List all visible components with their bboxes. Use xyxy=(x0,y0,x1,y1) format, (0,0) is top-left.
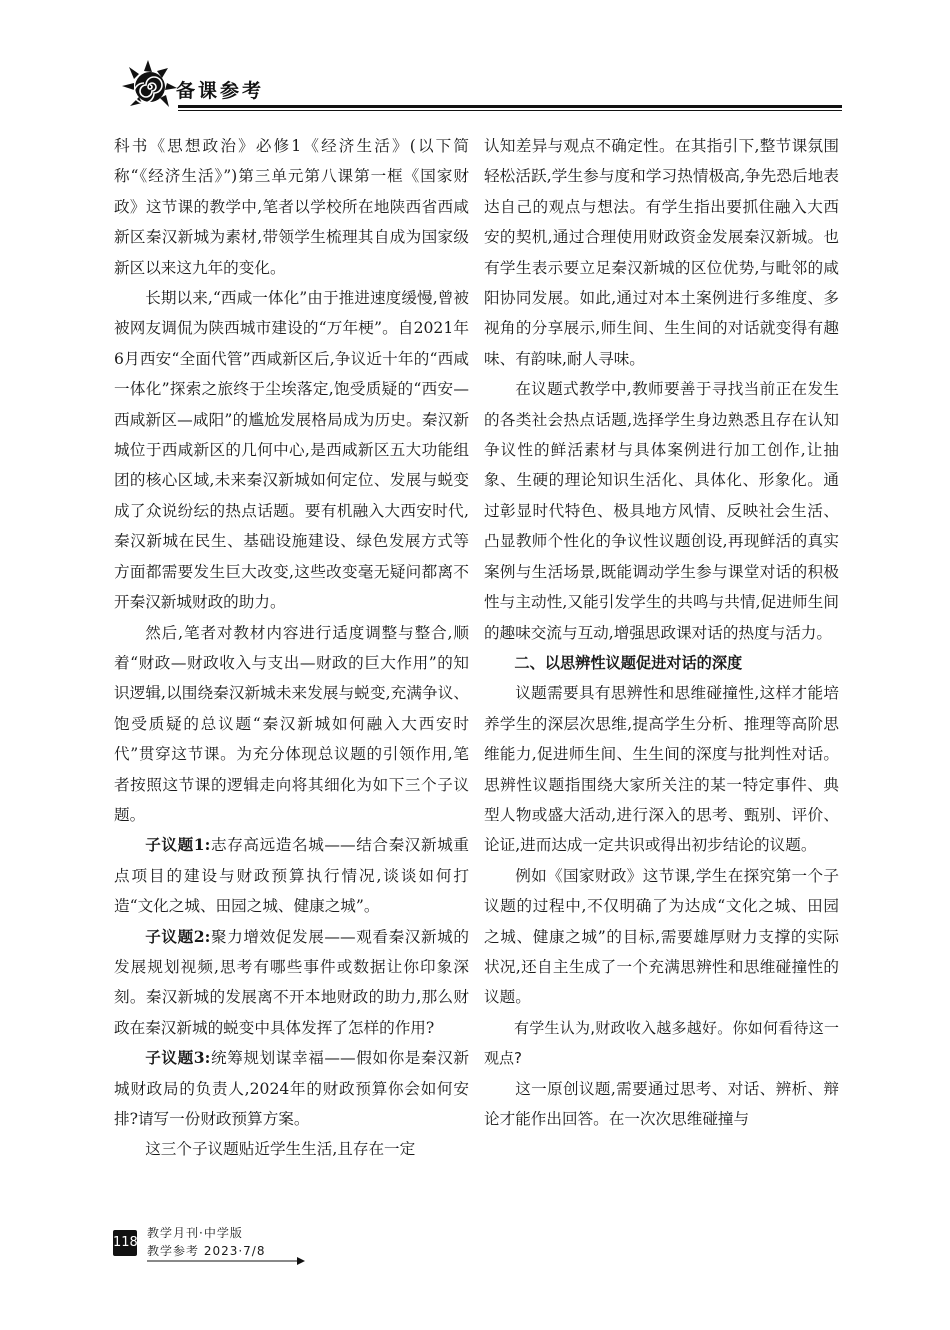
sub-topic-label: 子议题2: xyxy=(145,926,211,946)
body-paragraph: 认知差异与观点不确定性。在其指引下,整节课氛围轻松活跃,学生参与度和学习热情极高,争先恐后地表达自己的观点与想法。有学生指出要抓住融入大西安的契机,通过合理使用财政资金发展秦汉新城。也有学生表示要立足秦汉新城的区位优势,与毗邻的咸阳协同发展。如此,通过对本土案例进行多维度、多视角的分享展示,师生间、生生间的对话就变得有趣味、有韵味,耐人寻味。 xyxy=(484,137,839,368)
sub-topic-text: 聚力增效促发展——观看秦汉新城的发展规划视频,思考有哪些事件或数据让你印象深刻。秦汉新城的发展离不开本地财政的助力,那么财政在秦汉新城的蜕变中具体发挥了怎样的作用? xyxy=(114,927,469,1037)
body-paragraph: 这三个子议题贴近学生生活,且存在一定 xyxy=(145,1140,416,1159)
journal-name: 教学月刊·中学版 xyxy=(147,1226,243,1240)
arrow-icon xyxy=(147,1256,307,1266)
left-column xyxy=(114,131,469,1165)
header-rule xyxy=(122,102,842,114)
page-footer xyxy=(113,1222,313,1262)
sub-topic-paragraph xyxy=(114,922,469,1044)
sub-topic-text: 志存高远造名城——结合秦汉新城重点项目的建设与财政预算执行情况,谈谈如何打造“文化之城、田园之城、健康之城”。 xyxy=(114,836,469,916)
issue-label: 教学参考 2023·7/8 xyxy=(147,1244,266,1258)
page-header xyxy=(122,58,842,113)
sub-topic-text: 统筹规划谋幸福——假如你是秦汉新城财政局的负责人,2024年的财政预算你会如何安排?请写一份财政预算方案。 xyxy=(114,1049,469,1128)
body-paragraph: 长期以来,“西咸一体化”由于推进速度缓慢,曾被被网友调侃为陕西城市建设的“万年梗”。自2021年6月西安“全面代管”西咸新区后,争议近十年的“西咸一体化”探索之旅终于尘埃落定,饱受质疑的“西安—西咸新区—咸阳”的尴尬发展格局成为历史。秦汉新城位于西咸新区的几何中心,是西咸新区五大功能组团的核心区域,未来秦汉新城如何定位、发展与蜕变成了众说纷纭的热点话题。要有机融入大西安时代,秦汉新城在民生、基础设施建设、绿色发展方式等方面都需要发生巨大改变,这些改变毫无疑问都离不开秦汉新城财政的助力。 xyxy=(114,289,469,612)
page-number: 118 xyxy=(113,1230,137,1256)
sub-topic-paragraph xyxy=(114,1043,469,1134)
sub-topic-paragraph xyxy=(114,830,469,921)
sub-topic-label: 子议题3: xyxy=(145,1048,211,1068)
body-paragraph: 议题需要具有思辨性和思维碰撞性,这样才能培养学生的深层次思维,提高学生分析、推理等高阶思维能力,促进师生间、生生间的深度与批判性对话。思辨性议题指围绕大家所关注的某一特定事件、典型人物或盛大活动,进行深入的思考、甄别、评价、论证,进而达成一定共识或得出初步结论的议题。 xyxy=(484,684,839,855)
body-paragraph: 在议题式教学中,教师要善于寻找当前正在发生的各类社会热点话题,选择学生身边熟悉且存在认知争议性的鲜活素材与具体案例进行加工创作,让抽象、生硬的理论知识生活化、具体化、形象化。通过彰显时代特色、极具地方风情、反映社会生活、凸显教师个性化的争议性议题创设,再现鲜活的真实案例与生活场景,既能调动学生参与课堂对话的积极性与主动性,又能引发学生的共鸣与共情,促进师生间的趣味交流与互动,增强思政课对话的热度与活力。 xyxy=(484,380,839,642)
section-title: 备课参考 xyxy=(176,80,265,102)
body-paragraph: 然后,笔者对教材内容进行适度调整与整合,顺着“财政—财政收入与支出—财政的巨大作用”的知识逻辑,以围绕秦汉新城未来发展与蜕变,充满争议、饱受质疑的总议题“秦汉新城如何融入大西安时代”贯穿这节课。为充分体现总议题的引领作用,笔者按照这节课的逻辑走向将其细化为如下三个子议题。 xyxy=(114,623,469,824)
section-heading: 二、以思辨性议题促进对话的深度 xyxy=(514,653,743,672)
body-paragraph: 这一原创议题,需要通过思考、对话、辨析、辩论才能作出回答。在一次次思维碰撞与 xyxy=(484,1079,839,1128)
sub-topic-label: 子议题1: xyxy=(145,835,211,855)
body-paragraph: 科书《思想政治》必修1《经济生活》(以下简称“《经济生活》”)第三单元第八课第一框《国家财政》这节课的教学中,笔者以学校所在地陕西省西咸新区秦汉新城为素材,带领学生梳理其自成为国家级新区以来这九年的变化。 xyxy=(114,137,469,277)
student-quote: 有学生认为,财政收入越多越好。你如何看待这一观点? xyxy=(484,1018,839,1068)
right-column xyxy=(484,131,839,1134)
body-paragraph: 例如《国家财政》这节课,学生在探究第一个子议题的过程中,不仅明确了为达成“文化之城、田园之城、健康之城”的目标,需要雄厚财力支撑的实际状况,还自主生成了一个充满思辨性和思维碰撞性的议题。 xyxy=(484,866,839,1007)
